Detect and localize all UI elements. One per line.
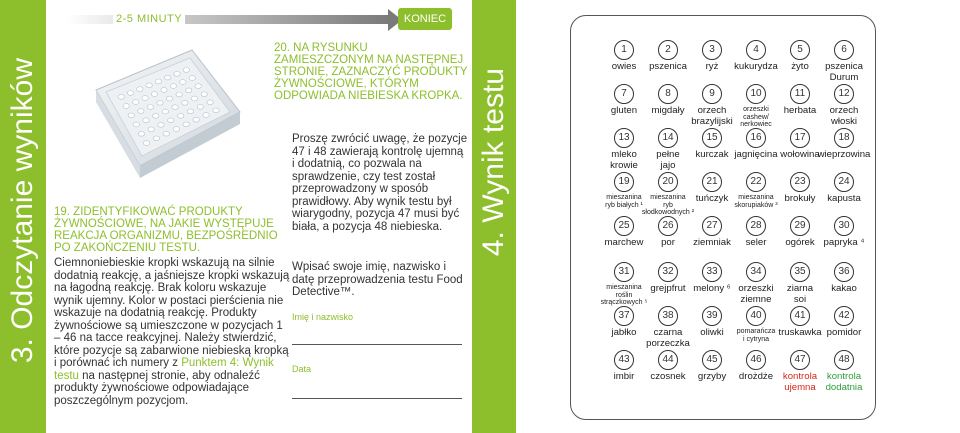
grid-cell-label: grzyby: [697, 371, 727, 382]
tray-well: [123, 104, 129, 109]
tray-well: [183, 68, 189, 73]
reaction-tray-image: [84, 28, 244, 196]
grid-cell-number: 15: [702, 128, 722, 148]
grid-cell-label: kontrola dodatnia: [825, 371, 863, 393]
grid-cell-number: 24: [834, 172, 854, 192]
tray-well: [191, 96, 197, 101]
grid-cell-label: mieszanina skorupiaków ³: [734, 194, 778, 209]
tray-well: [146, 83, 152, 88]
grid-cell-36: [817, 262, 871, 295]
grid-cell-number: 8: [658, 84, 678, 104]
grid-cell-label: pszenica Durum: [825, 61, 863, 83]
step-19-text-a: Ciemnoniebieskie kropki wskazują na silnie dodatnią reakcję, a jaśniejsze kropki wskazują na łagodną reakcję. Brak koloru wskazuje wynik ujemny. Kolor w postaci pierścienia nie wskazuje na dodatnią reakcję. Produkty żywnościowe są umieszczone w pozycjach 1 – 46 na tacce reakcyjnej. Należy stwierdzić, które pozycje są zabarwione niebieską kropką i porównać ich numery z: [54, 257, 290, 369]
grid-cell-number: 48: [834, 350, 854, 370]
grid-cell-24: [817, 172, 871, 205]
step-20-body: Proszę zwrócić uwagę, że pozycje 47 i 48 zawierają kontrolę ujemną i dodatnią, co pozwala na sprawdzenie, czy test został przeprowadzony w sposób prawidłowy. Aby wynik testu był wiarygodny, pozycja 47 musi być biała, a pozycja 48 niebieska.: [292, 133, 468, 233]
tray-well: [153, 136, 159, 141]
grid-cell-label: drożdże: [738, 371, 774, 382]
grid-cell-number: 41: [790, 306, 810, 326]
grid-cell-number: 33: [702, 262, 722, 282]
tray-well: [197, 104, 203, 109]
tray-well: [158, 122, 164, 127]
grid-cell-label: kontrola ujemna: [782, 371, 818, 393]
grid-cell-label: por: [661, 237, 675, 248]
tray-well: [143, 118, 149, 123]
grid-cell-number: 11: [790, 84, 810, 104]
step-19-link-result: Punktem 4: Wynik testu: [54, 357, 274, 382]
grid-cell-label: mieszanina ryb białych ¹: [605, 194, 643, 209]
grid-cell-number: 21: [702, 172, 722, 192]
tray-well: [148, 127, 154, 132]
tray-well: [207, 100, 213, 105]
grid-cell-number: 40: [746, 306, 766, 326]
grid-cell-6: [817, 40, 871, 83]
grid-cell-label: jabłko: [611, 327, 637, 338]
grid-cell-label: papryka ⁴: [823, 237, 865, 248]
tray-well: [127, 91, 133, 96]
tray-well: [162, 109, 168, 114]
tray-well: [151, 92, 157, 97]
grid-cell-number: 9: [702, 84, 722, 104]
tray-well: [201, 92, 207, 97]
tray-well: [137, 87, 143, 92]
tray-well: [203, 113, 209, 118]
grid-cell-42: [817, 306, 871, 339]
grid-cell-number: 34: [746, 262, 766, 282]
tray-well: [157, 100, 163, 105]
tray-well: [133, 122, 139, 127]
grid-cell-label: tuńczyk: [695, 193, 729, 204]
step-19-text-b: na następnej stronie, aby odnaleźć produkty żywnościowe odpowiadające poszczególnym pozycjom.: [54, 369, 260, 407]
tray-well: [143, 141, 149, 146]
grid-cell-30: [817, 216, 871, 249]
grid-cell-label: pełne jajo: [656, 149, 680, 171]
tray-well: [163, 131, 169, 136]
grid-cell-number: 22: [746, 172, 766, 192]
grid-cell-number: 47: [790, 350, 810, 370]
grid-cell-label: pszenica: [649, 61, 687, 72]
tray-well: [183, 122, 189, 127]
grid-cell-label: wieprzowina: [817, 149, 871, 160]
tray-well: [161, 88, 167, 93]
grid-cell-label: pomarańcza i cytryna: [736, 328, 776, 343]
tray-well: [186, 88, 192, 93]
grid-cell-number: 13: [614, 128, 634, 148]
timeline-label: 2-5 MINUTY: [113, 13, 185, 25]
grid-cell-number: 5: [790, 40, 810, 60]
grid-cell-label: melony ⁶: [693, 283, 731, 294]
name-field-label: Imię i nazwisko: [292, 312, 354, 322]
tray-well: [165, 75, 171, 80]
grid-cell-number: 42: [834, 306, 854, 326]
grid-cell-label: mieszanina roślin strączkowych ⁵: [600, 284, 648, 306]
tray-well: [138, 131, 144, 136]
grid-cell-label: truskawka: [778, 327, 822, 338]
tray-well: [189, 76, 195, 81]
grid-cell-number: 46: [746, 350, 766, 370]
grid-cell-number: 39: [702, 306, 722, 326]
tray-well: [182, 100, 188, 105]
tray-well: [193, 117, 199, 122]
grid-cell-label: ziarna soi: [786, 283, 814, 305]
grid-cell-label: mieszanina ryb słodkowodnych ²: [641, 194, 695, 216]
tray-well: [168, 118, 174, 123]
grid-cell-number: 26: [658, 216, 678, 236]
grid-cell-label: migdały: [651, 105, 685, 116]
tray-well: [195, 84, 201, 89]
grid-cell-label: oliwki: [700, 327, 724, 338]
grid-cell-label: orzech brazylijski: [691, 105, 733, 127]
tray-well: [142, 96, 148, 101]
grid-cell-number: 38: [658, 306, 678, 326]
grid-cell-number: 30: [834, 216, 854, 236]
grid-cell-number: 31: [614, 262, 634, 282]
grid-cell-48: [817, 350, 871, 393]
end-label: KONIEC: [398, 8, 452, 30]
grid-cell-label: grejpfrut: [650, 283, 686, 294]
grid-cell-label: owies: [611, 61, 637, 72]
tray-well: [128, 113, 134, 118]
grid-cell-number: 23: [790, 172, 810, 192]
grid-cell-number: 37: [614, 306, 634, 326]
grid-cell-number: 14: [658, 128, 678, 148]
step-20-body-signature: Wpisać swoje imię, nazwisko i datę przeprowadzenia testu Food Detective™.: [292, 261, 463, 298]
grid-cell-label: orzech włoski: [829, 105, 859, 127]
grid-cell-number: 36: [834, 262, 854, 282]
tray-well: [173, 127, 179, 132]
grid-cell-label: kapusta: [827, 193, 861, 204]
grid-cell-label: czosnek: [650, 371, 686, 382]
grid-cell-label: żyto: [791, 61, 809, 72]
tray-well: [170, 84, 176, 89]
grid-cell-number: 20: [658, 172, 678, 192]
grid-cell-number: 29: [790, 216, 810, 236]
grid-cell-label: herbata: [783, 105, 817, 116]
grid-cell-number: 45: [702, 350, 722, 370]
step-19-heading: 19. ZIDENTYFIKOWAĆ PRODUKTY ŻYWNOŚCIOWE, NA JAKIE WYSTĘPUJE REAKCJA ORGANIZMU, BEZPOŚREDNIO PO ZAKOŃCZENIU TESTU.: [54, 206, 278, 254]
date-field-label: Data: [292, 364, 312, 374]
grid-cell-number: 1: [614, 40, 634, 60]
grid-cell-label: jagnięcina: [734, 149, 778, 160]
grid-cell-number: 2: [658, 40, 678, 60]
tray-well: [172, 105, 178, 110]
tray-well: [147, 105, 153, 110]
section-title-odczytanie: 3. Odczytanie wyników: [6, 58, 39, 364]
section-title-wynik: 4. Wynik testu: [477, 68, 510, 257]
grid-cell-label: ryż: [705, 61, 719, 72]
grid-cell-label: brokuły: [784, 193, 816, 204]
grid-cell-label: pomidor: [826, 327, 862, 338]
name-field[interactable]: [292, 344, 462, 345]
grid-cell-label: wołowina: [780, 149, 820, 160]
tray-well: [180, 80, 186, 85]
grid-cell-number: 7: [614, 84, 634, 104]
tray-well: [155, 79, 161, 84]
grid-cell-12: [817, 84, 871, 127]
date-field[interactable]: [292, 398, 462, 399]
tray-well: [133, 100, 139, 105]
grid-cell-label: ziemniak: [693, 237, 731, 248]
grid-cell-number: 27: [702, 216, 722, 236]
grid-cell-label: gluten: [610, 105, 638, 116]
tray-well: [187, 109, 193, 114]
grid-cell-number: 32: [658, 262, 678, 282]
section-band-left: [0, 0, 46, 433]
step-20-heading: 20. NA RYSUNKU ZAMIESZCZONYM NA NASTĘPNEJ STRONIE, ZAZNACZYĆ PRODUKTY ŻYWNOŚCIOWE, KTÓRYM ODPOWIADA NIEBIESKA KROPKA.: [274, 42, 468, 102]
grid-cell-number: 16: [746, 128, 766, 148]
grid-cell-number: 3: [702, 40, 722, 60]
step-19-body: [54, 257, 290, 407]
grid-cell-label: marchew: [604, 237, 644, 248]
grid-cell-number: 6: [834, 40, 854, 60]
grid-cell-label: mleko krowie: [610, 149, 638, 171]
section-band-right: [472, 0, 516, 433]
grid-cell-18: [817, 128, 871, 161]
grid-cell-number: 35: [790, 262, 810, 282]
grid-cell-number: 18: [834, 128, 854, 148]
tray-well: [118, 94, 124, 99]
tray-well: [178, 113, 184, 118]
grid-cell-label: czarna porzeczka: [646, 327, 690, 349]
tray-well: [213, 108, 219, 113]
grid-cell-label: kakao: [831, 283, 857, 294]
grid-cell-label: ogórek: [785, 237, 815, 248]
grid-cell-number: 44: [658, 350, 678, 370]
grid-cell-label: orzeszki ziemne: [738, 283, 774, 305]
tray-well: [166, 96, 172, 101]
grid-cell-number: 17: [790, 128, 810, 148]
grid-cell-label: orzeszki cashew/ nerkowiec: [740, 106, 772, 128]
tray-well: [176, 92, 182, 97]
tray-well: [174, 71, 180, 76]
grid-cell-number: 19: [614, 172, 634, 192]
grid-cell-label: imbir: [613, 371, 635, 382]
grid-cell-number: 43: [614, 350, 634, 370]
tray-well: [153, 113, 159, 118]
tray-well: [138, 109, 144, 114]
grid-cell-number: 4: [746, 40, 766, 60]
grid-cell-number: 28: [746, 216, 766, 236]
grid-cell-label: kukurydza: [734, 61, 778, 72]
grid-cell-number: 10: [746, 84, 766, 104]
grid-cell-label: kurczak: [695, 149, 729, 160]
grid-cell-number: 12: [834, 84, 854, 104]
grid-cell-label: seler: [745, 237, 767, 248]
grid-cell-number: 25: [614, 216, 634, 236]
